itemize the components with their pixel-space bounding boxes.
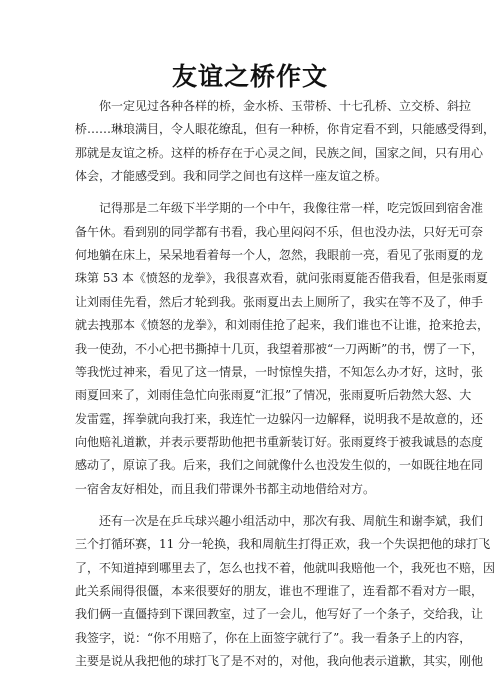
text-line: 三个打循环赛，11 分一轮换，我和周航生打得正欢，我一个失误把他的球打飞 bbox=[75, 537, 491, 552]
text-line: 记得那是二年级下半学期的一个中午，我像往常一样，吃完饭回到宿舍准 bbox=[75, 201, 484, 216]
text-line: 体会，才能感受到。我和同学之间也有这样一座友谊之桥。 bbox=[75, 169, 388, 184]
text-line: 主要是说从我把他的球打飞了是不对的，对他，我向他表示道歉，其实，刚他 bbox=[75, 654, 484, 669]
article-title: 友谊之桥作文 bbox=[171, 62, 328, 91]
paragraph bbox=[75, 197, 490, 501]
text-line: 发雷霆，挥拳就向我打来，我连忙一边躲闪一边解释，说明我不是故意的，还 bbox=[75, 411, 484, 426]
text-line: 还有一次是在乒乓球兴趣小组活动中，那次有我、周航生和谢李斌，我们 bbox=[75, 513, 484, 528]
paragraph bbox=[75, 510, 496, 674]
text-line: 就去拽那本《愤怒的龙拳》，和刘雨佳抢了起来，我们谁也不让谁，抢来抢去， bbox=[75, 318, 490, 333]
text-line: 我们俩一直僵持到下课回教室，过了一会儿，他写好了一个条子，交给我，让 bbox=[75, 607, 484, 622]
text-line: 那就是友谊之桥。这样的桥存在于心灵之间，民族之间，国家之间，只有用心 bbox=[75, 145, 484, 160]
article-body bbox=[75, 95, 496, 682]
text-line: 我一使劲，不小心把书撕掉十几页，我望着那被“一刀两断”的书，愣了一下， bbox=[75, 341, 484, 356]
text-line: 何地躺在床上，呆呆地看着每一个人，忽然，我眼前一亮，看见了张雨夏的龙 bbox=[75, 247, 484, 262]
text-line: 雨夏回来了，刘雨佳急忙向张雨夏“汇报”了情况，张雨夏听后勃然大怒、大 bbox=[75, 388, 472, 403]
text-line: 让刘雨佳先看，然后才轮到我。张雨夏出去上厕所了，我实在等不及了，伸手 bbox=[75, 294, 484, 309]
text-line: 一宿舍友好相处，而且我们带课外书都主动地借给对方。 bbox=[75, 481, 376, 496]
text-line: 你一定见过各种各样的桥，金水桥、玉带桥、十七孔桥、立交桥、斜拉 bbox=[75, 99, 472, 113]
text-line: 此关系闹得很僵，本来很要好的朋友，谁也不理谁了，连看都不看对方一眼， bbox=[75, 584, 484, 598]
paragraph bbox=[75, 95, 496, 189]
text-line: 向他赔礼道歉，并表示要帮助他把书重新装订好。张雨夏终于被我诚恳的态度 bbox=[75, 435, 484, 450]
text-line: 珠第 53 本《愤怒的龙拳》，我很喜欢看，就问张雨夏能否借我看，但是张雨夏 bbox=[75, 271, 488, 286]
text-line: 桥……琳琅满目，令人眼花缭乱，但有一种桥，你肯定看不到，只能感受得到， bbox=[75, 122, 496, 137]
text-line: 等我恍过神来，看见了这一情景，一时惊惶失措，不知怎么办才好，这时，张 bbox=[75, 364, 484, 379]
text-line: 备午休。看到别的同学都有书看，我心里闷闷不乐，但也没办法，只好无可奈 bbox=[75, 224, 484, 239]
text-line: 我签字，说：“你不用赔了，你在上面签字就行了”。我一看条子上的内容， bbox=[75, 630, 472, 645]
text-line: 了，不知道掉到哪里去了，怎么也找不着，他就叫我赔他一个，我死也不赔，因 bbox=[75, 560, 496, 575]
text-line: 感动了，原谅了我。后来，我们之间就像什么也没发生似的，一如既往地在同 bbox=[75, 458, 484, 473]
